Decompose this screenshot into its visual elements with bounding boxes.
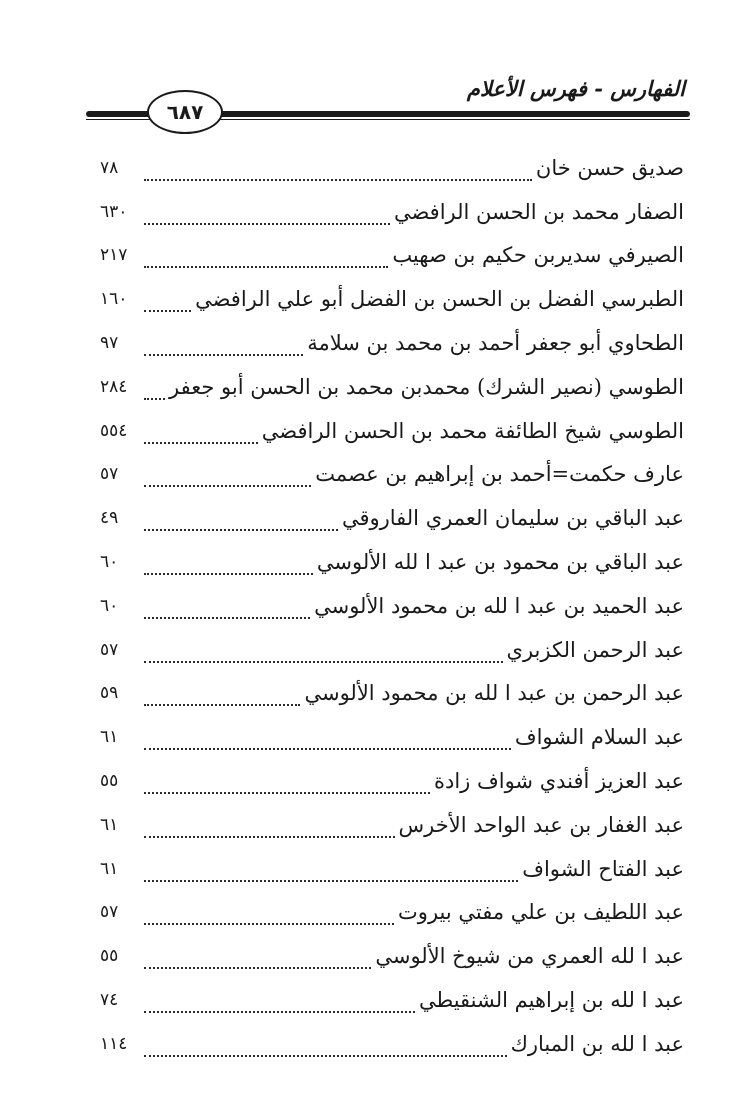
entry-name: الطبرسي الفضل بن الحسن بن الفضل أبو علي الرافضي <box>195 287 684 312</box>
entry-name: الطوسي (نصير الشرك) محمدبن محمد بن الحسن أبو جعفر <box>169 374 684 399</box>
dot-leader <box>144 597 310 619</box>
index-entry <box>100 321 684 365</box>
entry-name: الطوسي شيخ الطائفة محمد بن الحسن الرافضي <box>261 418 684 443</box>
entry-page-number: ٥٧ <box>100 639 119 660</box>
entry-name: عبد ا لله بن إبراهيم الشنقيطي <box>418 988 684 1013</box>
index-entry <box>100 1022 684 1066</box>
entry-page-number: ٥٥ <box>100 771 119 792</box>
entry-name: الصيرفي سديربن حكيم بن صهيب <box>392 243 684 268</box>
index-entry-list <box>100 146 684 1066</box>
page-number: ٦٨٧ <box>147 90 223 134</box>
index-entry <box>100 540 684 584</box>
index-entry <box>100 190 684 234</box>
index-entry <box>100 803 684 847</box>
dot-leader <box>144 509 338 531</box>
dot-leader <box>144 772 430 794</box>
entry-page-number: ٤٩ <box>100 508 119 529</box>
entry-name: عبد الرحمن الكزبري <box>506 637 684 662</box>
index-entry <box>100 409 684 453</box>
index-entry <box>100 146 684 190</box>
entry-page-number: ١٦٠ <box>100 289 128 310</box>
index-entry <box>100 277 684 321</box>
entry-name: عبد الغفار بن عبد الواحد الأخرس <box>398 812 684 837</box>
dot-leader <box>144 641 503 663</box>
dot-leader <box>144 378 165 400</box>
dot-leader <box>144 553 313 575</box>
dot-leader <box>144 991 415 1013</box>
dot-leader <box>144 1035 507 1057</box>
dot-leader <box>144 334 303 356</box>
entry-name: عارف حكمت=أحمد بن إبراهيم بن عصمت <box>315 462 684 487</box>
entry-name: عبد الباقي بن سليمان العمري الفاروقي <box>341 506 684 531</box>
dot-leader <box>144 903 394 925</box>
entry-page-number: ٦١ <box>100 814 119 835</box>
index-entry <box>100 584 684 628</box>
dot-leader <box>144 159 532 181</box>
index-entry <box>100 453 684 497</box>
index-entry <box>100 759 684 803</box>
entry-page-number: ٩٧ <box>100 333 119 354</box>
dot-leader <box>144 816 395 838</box>
dot-leader <box>144 465 311 487</box>
entry-page-number: ٧٨ <box>100 157 119 178</box>
entry-page-number: ٦٠ <box>100 552 119 573</box>
entry-page-number: ٦١ <box>100 727 119 748</box>
running-header-title: الفهارس - فهرس الأعلام <box>466 76 685 101</box>
index-entry <box>100 978 684 1022</box>
entry-name: عبد ا لله العمري من شيوخ الألوسي <box>375 944 684 969</box>
entry-page-number: ٦٣٠ <box>100 201 128 222</box>
dot-leader <box>144 947 371 969</box>
entry-name: عبد ا لله بن المبارك <box>510 1031 684 1056</box>
entry-page-number: ٢٨٤ <box>100 376 128 397</box>
entry-page-number: ٥٥٤ <box>100 420 128 441</box>
dot-leader <box>144 860 518 882</box>
index-entry <box>100 234 684 278</box>
entry-page-number: ٥٧ <box>100 464 119 485</box>
index-entry <box>100 628 684 672</box>
index-entry <box>100 934 684 978</box>
entry-name: عبد الرحمن بن عبد ا لله بن محمود الألوسي <box>304 681 684 706</box>
index-entry <box>100 847 684 891</box>
dot-leader <box>144 684 300 706</box>
dot-leader <box>144 728 511 750</box>
dot-leader <box>144 422 258 444</box>
dot-leader <box>144 203 390 225</box>
index-entry <box>100 715 684 759</box>
entry-page-number: ٧٤ <box>100 990 119 1011</box>
entry-page-number: ٦١ <box>100 858 119 879</box>
entry-name: الطحاوي أبو جعفر أحمد بن محمد بن سلامة <box>307 331 684 356</box>
dot-leader <box>144 290 191 312</box>
entry-page-number: ٥٥ <box>100 946 119 967</box>
entry-page-number: ٥٧ <box>100 902 119 923</box>
entry-page-number: ٦٠ <box>100 595 119 616</box>
index-entry <box>100 365 684 409</box>
entry-name: عبد الحميد بن عبد ا لله بن محمود الألوسي <box>314 593 684 618</box>
index-entry <box>100 496 684 540</box>
entry-name: عبد العزيز أفندي شواف زادة <box>433 769 684 794</box>
entry-name: عبد اللطيف بن علي مفتي بيروت <box>398 900 684 925</box>
dot-leader <box>144 246 388 268</box>
entry-page-number: ١١٤ <box>100 1033 128 1054</box>
entry-name: الصفار محمد بن الحسن الرافضي <box>393 199 684 224</box>
entry-page-number: ٢١٧ <box>100 245 128 266</box>
entry-name: عبد الفتاح الشواف <box>522 856 684 881</box>
entry-name: عبد الباقي بن محمود بن عبد ا لله الألوسي <box>316 550 684 575</box>
entry-name: عبد السلام الشواف <box>514 725 684 750</box>
index-entry <box>100 891 684 935</box>
index-entry <box>100 672 684 716</box>
entry-page-number: ٥٩ <box>100 683 119 704</box>
entry-name: صديق حسن خان <box>535 155 684 180</box>
